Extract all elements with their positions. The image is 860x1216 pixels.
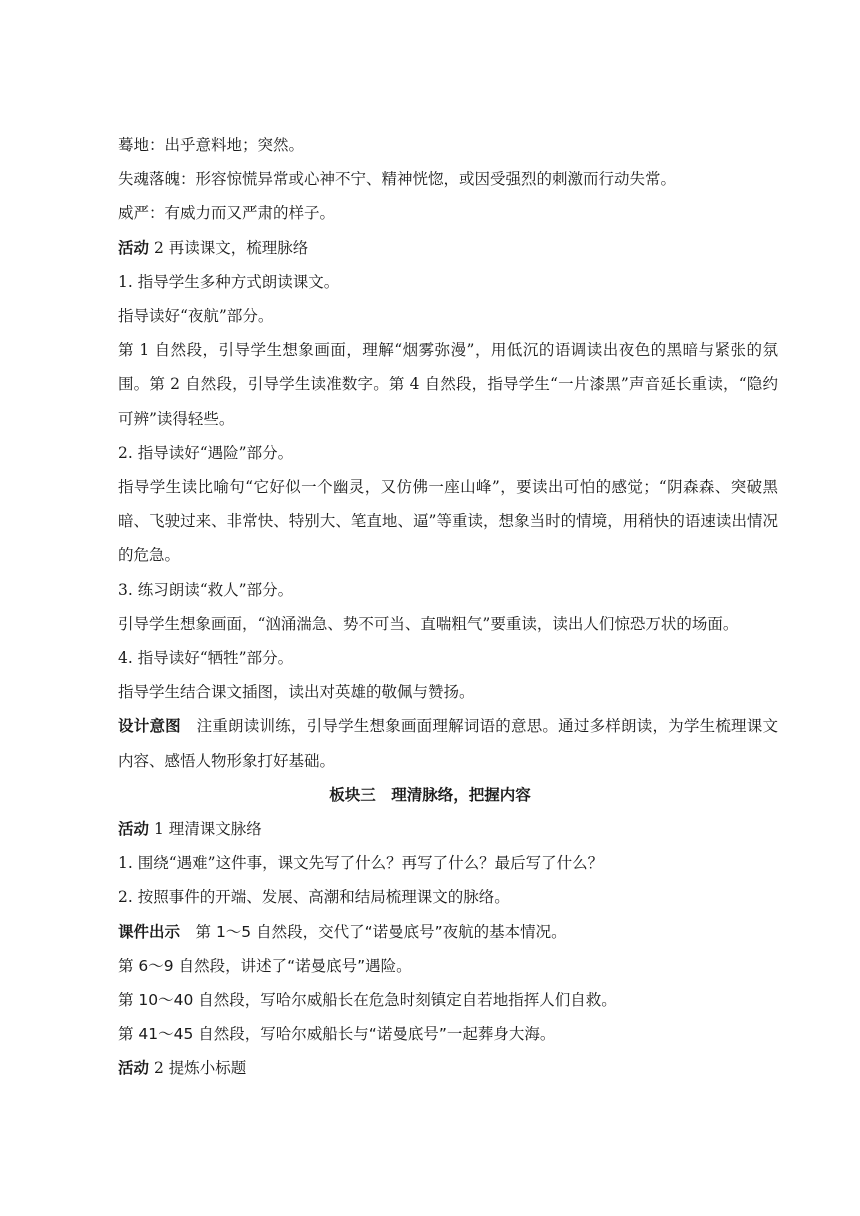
- design-intent-label: 设计意图: [118, 716, 181, 736]
- activity-2-heading: [118, 231, 778, 265]
- outline-6-9: 第 6～9 自然段，讲述了“诺曼底号”遇险。: [118, 956, 412, 975]
- activity-label: 活动: [118, 237, 150, 257]
- paragraph-xisheng: 指导学生结合课文插图，读出对英雄的敬佩与赞扬。: [118, 683, 475, 702]
- step-4: 4. 指导读好“牺牲”部分。: [118, 649, 294, 668]
- design-intent: [0, 709, 778, 777]
- definition-weiyan: 威严：有威力而又严肃的样子。: [118, 204, 336, 223]
- definition-shihunluopo: 失魂落魄：形容惊慌异常或心神不宁、精神恍惚，或因受强烈的刺激而行动失常。: [118, 170, 677, 189]
- question-1: 1. 围绕“遇难”这件事，课文先写了什么？再写了什么？最后写了什么？: [118, 854, 604, 873]
- paragraph-jiuren: 引导学生想象画面，“汹涌湍急、势不可当、直喘粗气”要重读，读出人们惊恐万状的场面。: [118, 614, 739, 633]
- activity-label: 活动: [118, 819, 150, 839]
- activity-title: 2 提炼小标题: [149, 1059, 247, 1078]
- step-1: 1. 指导学生多种方式朗读课文。: [118, 272, 340, 291]
- design-intent-text: 注重朗读训练，引导学生想象画面理解词语的意思。通过多样朗读，为学生梳理课文内容、感悟人物形象打好基础。: [118, 717, 778, 770]
- activity-title: 2 再读课文，梳理脉络: [149, 238, 309, 257]
- courseware-display: [118, 915, 778, 949]
- paragraph-yehang: [0, 333, 778, 436]
- step-1-sub: 指导读好“夜航”部分。: [118, 307, 274, 326]
- outline-41-45: 第 41～45 自然段，写哈尔威船长与“诺曼底号”一起葬身大海。: [118, 1025, 556, 1044]
- section-3-title: 板块三 理清脉络，把握内容: [329, 784, 531, 804]
- activity-label: 活动: [118, 1058, 150, 1078]
- activity-1-heading: [118, 812, 778, 846]
- step-3: 3. 练习朗读“救人”部分。: [118, 580, 294, 599]
- activity-title: 1 理清课文脉络: [149, 820, 262, 839]
- definition-modi: 蓦地：出乎意料地；突然。: [118, 136, 305, 154]
- courseware-label: 课件出示: [118, 921, 181, 941]
- activity-2b-heading: [118, 1051, 778, 1085]
- step-2: 2. 指导读好“遇险”部分。: [118, 443, 294, 462]
- paragraph-yehang-text: 第 1 自然段，引导学生想象画面，理解“烟雾弥漫”，用低沉的语调读出夜色的黑暗与紧张的氛围。第 2 自然段，引导学生读准数字。第 4 自然段，指导学生“一片漆黑”声音延长重读，“隐约可辨”读得轻些。: [118, 341, 778, 428]
- document-body: [118, 128, 778, 1086]
- courseware-text: 第 1～5 自然段，交代了“诺曼底号”夜航的基本情况。: [180, 922, 567, 941]
- paragraph-yuxian: 指导学生读比喻句“它好似一个幽灵，又仿佛一座山峰”，要读出可怕的感觉；“阴森森、突破黑暗、飞驶过来、非常快、特别大、笔直地、逼”等重读，想象当时的情境，用稍快的语速读出情况的危急。: [118, 478, 778, 565]
- outline-10-40: 第 10～40 自然段，写哈尔威船长在危急时刻镇定自若地指挥人们自救。: [118, 991, 617, 1010]
- question-2: 2. 按照事件的开端、发展、高潮和结局梳理课文的脉络。: [118, 888, 510, 907]
